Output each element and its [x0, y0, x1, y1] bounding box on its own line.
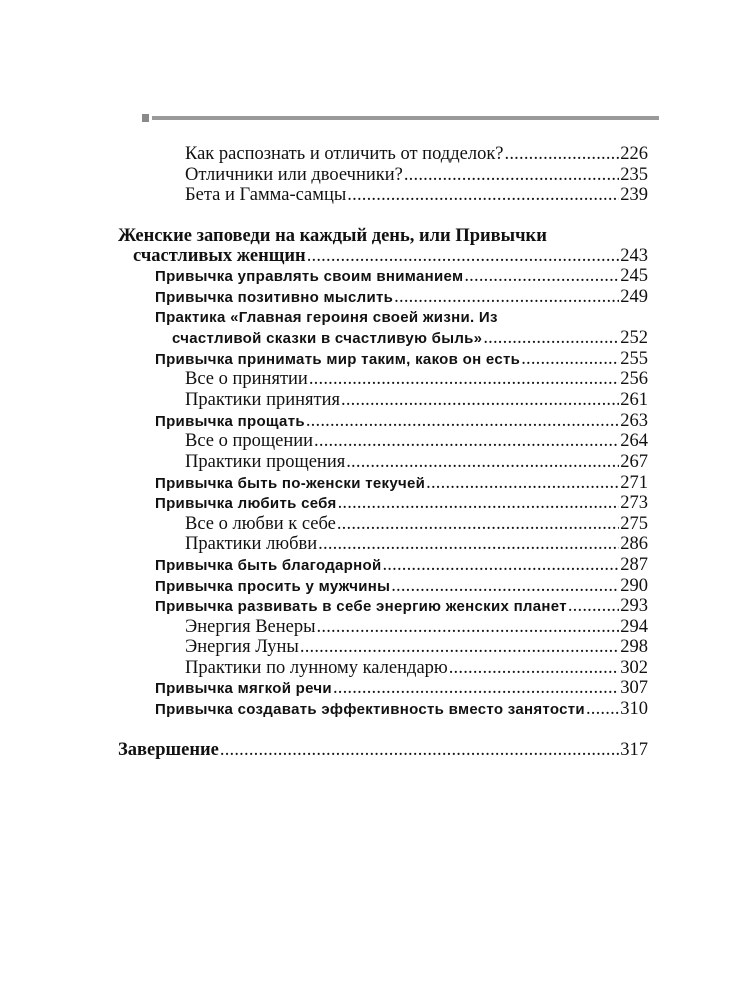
toc-section-entry	[155, 265, 648, 287]
dot-leader	[464, 265, 619, 287]
toc-entry-page: 307	[620, 678, 648, 698]
toc-section-entry	[172, 327, 648, 349]
toc-entry-page: 290	[620, 576, 648, 596]
toc-section-entry	[155, 410, 648, 432]
toc-section-entry	[155, 348, 648, 370]
toc-entry-title: Бета и Гамма-самцы	[185, 185, 347, 205]
toc-entry-page: 310	[620, 699, 648, 719]
dot-leader	[404, 164, 619, 186]
dot-leader	[382, 554, 619, 576]
toc-entry-title: Все о любви к себе	[185, 514, 336, 534]
toc-entry	[185, 389, 648, 411]
toc-chapter-title-line2: счастливых женщин	[133, 246, 306, 266]
toc-entry	[185, 451, 648, 473]
toc-entry	[185, 616, 648, 638]
toc-entry-page: 298	[620, 637, 648, 657]
toc-section-entry	[155, 554, 648, 576]
toc-entry-title: Привычка прощать	[155, 413, 305, 430]
toc-section-entry	[155, 472, 648, 494]
toc-entry-title: Практики по лунному календарю	[185, 658, 448, 678]
toc-entry-title: Практики любви	[185, 534, 318, 554]
toc-entry-page: 271	[620, 473, 648, 493]
dot-leader	[347, 184, 619, 206]
toc-entry-title: Энергия Луны	[185, 637, 299, 657]
toc-section-entry	[155, 595, 648, 617]
toc-entry-title: Энергия Венеры	[185, 617, 316, 637]
toc-entry-title: Завершение	[118, 740, 219, 760]
toc-entry-page: 249	[620, 287, 648, 307]
dot-leader	[391, 575, 619, 597]
toc-section-entry	[155, 677, 648, 699]
toc-section-entry	[155, 286, 648, 308]
toc-entry-title: Все о принятии	[185, 369, 308, 389]
toc-entry	[185, 368, 648, 390]
toc-entry-page: 256	[620, 369, 648, 389]
toc-entry	[185, 143, 648, 165]
dot-leader	[317, 616, 620, 638]
toc-entry-title: Привычка быть благодарной	[155, 557, 382, 574]
header-rule-marker	[142, 114, 149, 122]
toc-entry	[185, 164, 648, 186]
toc-section-entry	[155, 698, 648, 720]
toc-entry-title: Практики принятия	[185, 390, 341, 410]
dot-leader	[426, 472, 619, 494]
toc-entry	[185, 533, 648, 555]
toc-entry	[185, 636, 648, 658]
toc-section-title-line1: Практика «Главная героиня своей жизни. Из	[155, 309, 498, 326]
toc-entry-page: 267	[620, 452, 648, 472]
toc-entry-page: 239	[620, 185, 648, 205]
toc-entry-title: Отличники или двоечники?	[185, 165, 403, 185]
dot-leader	[338, 492, 620, 514]
toc-entry-title: Практики прощения	[185, 452, 346, 472]
toc-entry-page: 263	[620, 411, 648, 431]
dot-leader	[333, 677, 619, 699]
toc-entry-title: Привычка любить себя	[155, 495, 337, 512]
toc-entry-page: 302	[620, 658, 648, 678]
toc-entry	[185, 430, 648, 452]
toc-entry-page: 275	[620, 514, 648, 534]
toc-entry-title: Привычка создавать эффективность вместо занятости	[155, 701, 585, 718]
toc-entry-page: 317	[620, 740, 648, 760]
toc-section-entry	[155, 575, 648, 597]
dot-leader	[300, 636, 619, 658]
toc-entry-page: 273	[620, 493, 648, 513]
toc-chapter-title-line1: Женские заповеди на каждый день, или Привычки	[118, 226, 547, 246]
toc-chapter-entry	[133, 245, 648, 267]
toc-entry-title: Привычка развивать в себе энергию женских планет	[155, 598, 567, 615]
dot-leader	[314, 430, 619, 452]
dot-leader	[586, 698, 619, 720]
toc-section-title-line2: счастливой сказки в счастливую быль»	[172, 330, 483, 347]
toc-entry-title: Привычка позитивно мыслить	[155, 289, 394, 306]
dot-leader	[337, 513, 619, 535]
toc-entry-page: 226	[620, 144, 648, 164]
dot-leader	[306, 410, 619, 432]
toc-entry-page: 294	[620, 617, 648, 637]
toc-entry-page: 245	[620, 266, 648, 286]
dot-leader	[394, 286, 619, 308]
toc-entry	[185, 513, 648, 535]
dot-leader	[505, 143, 620, 165]
toc-entry-title: Привычка управлять своим вниманием	[155, 268, 464, 285]
dot-leader	[521, 348, 619, 370]
dot-leader	[309, 368, 619, 390]
toc-entry-page: 286	[620, 534, 648, 554]
toc-entry	[185, 657, 648, 679]
toc-section-entry	[155, 492, 648, 514]
toc-entry-title: Привычка принимать мир таким, каков он есть	[155, 351, 521, 368]
dot-leader	[220, 739, 619, 761]
toc-entry-title: Привычка мягкой речи	[155, 680, 332, 697]
toc-entry-page: 255	[620, 349, 648, 369]
dot-leader	[449, 657, 620, 679]
toc-entry-page: 293	[620, 596, 648, 616]
toc-entry-page: 264	[620, 431, 648, 451]
toc-chapter-entry	[118, 739, 648, 761]
toc-entry-page: 243	[620, 246, 648, 266]
toc-entry-title: Как распознать и отличить от подделок?	[185, 144, 504, 164]
dot-leader	[346, 451, 619, 473]
header-rule	[152, 116, 659, 120]
dot-leader	[341, 389, 619, 411]
toc-entry	[185, 184, 648, 206]
dot-leader	[483, 327, 619, 349]
toc-entry-title: Привычка быть по-женски текучей	[155, 475, 426, 492]
toc-entry-title: Привычка просить у мужчины	[155, 578, 391, 595]
toc-entry-page: 287	[620, 555, 648, 575]
toc-entry-page: 261	[620, 390, 648, 410]
toc-entry-page: 235	[620, 165, 648, 185]
toc-entry-title: Все о прощении	[185, 431, 314, 451]
toc-entry-page: 252	[620, 328, 648, 348]
dot-leader	[568, 595, 619, 617]
dot-leader	[307, 245, 620, 267]
dot-leader	[318, 533, 619, 555]
